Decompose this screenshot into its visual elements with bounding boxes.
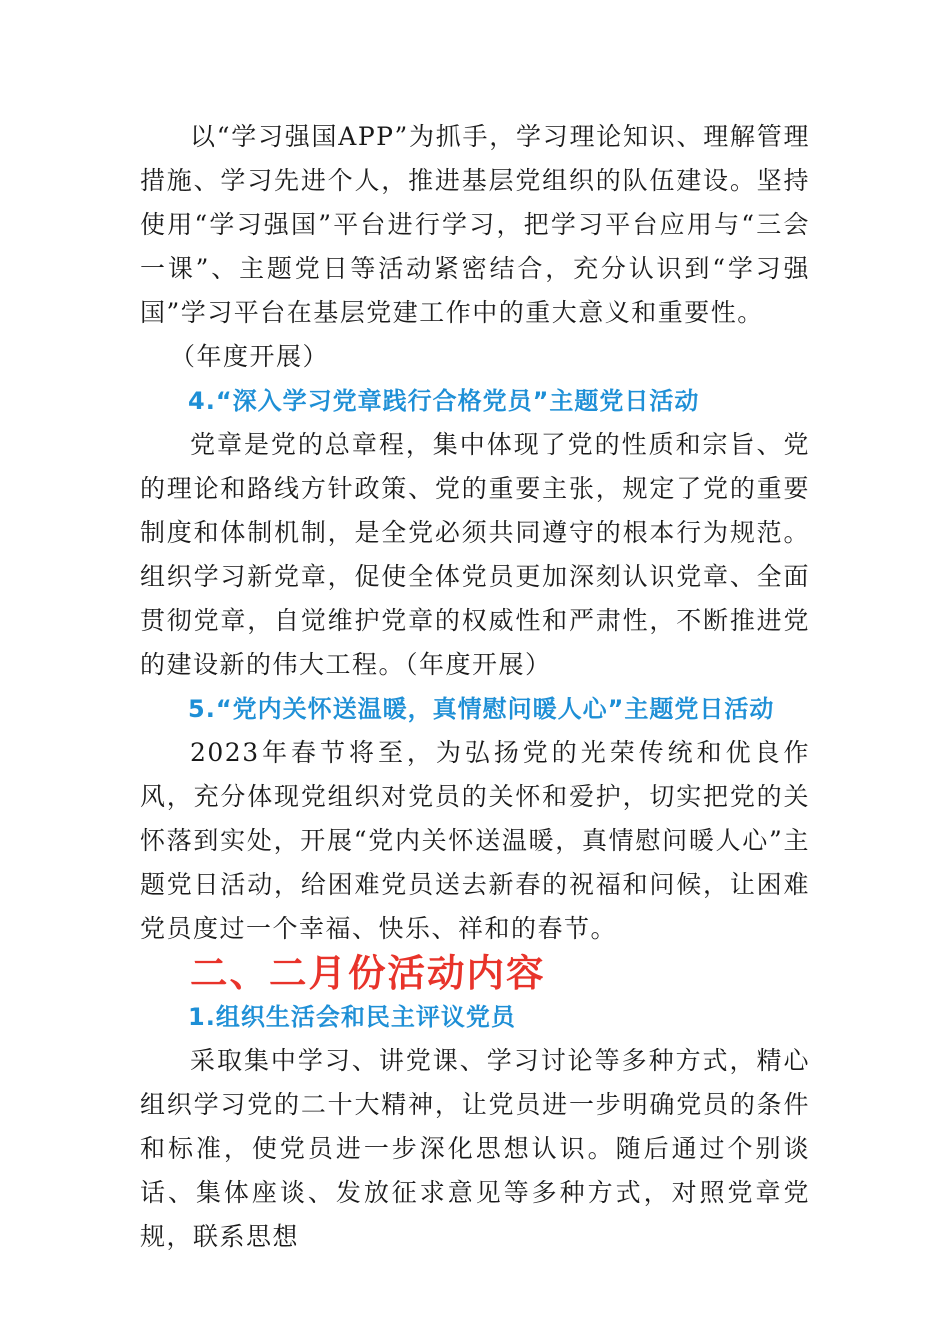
heading-item-4: 4.“深入学习党章践行合格党员”主题党日活动 <box>188 387 700 415</box>
paragraph-spring-festival: 2023年春节将至，为弘扬党的光荣传统和优良作风，充分体现党组织对党员的关怀和爱护，切实把党的关怀落到实处，开展“党内关怀送温暖，真情慰问暖人心”主题党日活动，给困难党员送去新春的祝福和问候，让困难党员度过一个幸福、快乐、祥和的春节。 <box>140 738 810 943</box>
section-heading-february: 二、二月份活动内容 <box>190 951 546 995</box>
paragraph-annual-note: （年度开展） <box>170 342 330 371</box>
paragraph-democratic-review: 采取集中学习、讲党课、学习讨论等多种方式，精心组织学习党的二十大精神，让党员进一步明确党员的条件和标准，使党员进一步深化思想认识。随后通过个别谈话、集体座谈、发放征求意见等多种方式，对照党章党规，联系思想 <box>140 1046 810 1251</box>
paragraph-party-constitution: 党章是党的总章程，集中体现了党的性质和宗旨、党的理论和路线方针政策、党的重要主张，规定了党的重要制度和体制机制，是全党必须共同遵守的根本行为规范。组织学习新党章，促使全体党员更加深刻认识党章、全面贯彻党章，自觉维护党章的权威性和严肃性，不断推进党的建设新的伟大工程。（年度开展） <box>140 430 810 679</box>
heading-item-5: 5.“党内关怀送温暖，真情慰问暖人心”主题党日活动 <box>188 695 775 723</box>
heading-item-feb-1: 1.组织生活会和民主评议党员 <box>188 1003 516 1031</box>
paragraph-xuexi-qiangguo: 以“学习强国APP”为抓手，学习理论知识、理解管理措施、学习先进个人，推进基层党组织的队伍建设。坚持使用“学习强国”平台进行学习，把学习平台应用与“三会一课”、主题党日等活动紧密结合，充分认识到“学习强国”学习平台在基层党建工作中的重大意义和重要性。 <box>140 122 810 327</box>
